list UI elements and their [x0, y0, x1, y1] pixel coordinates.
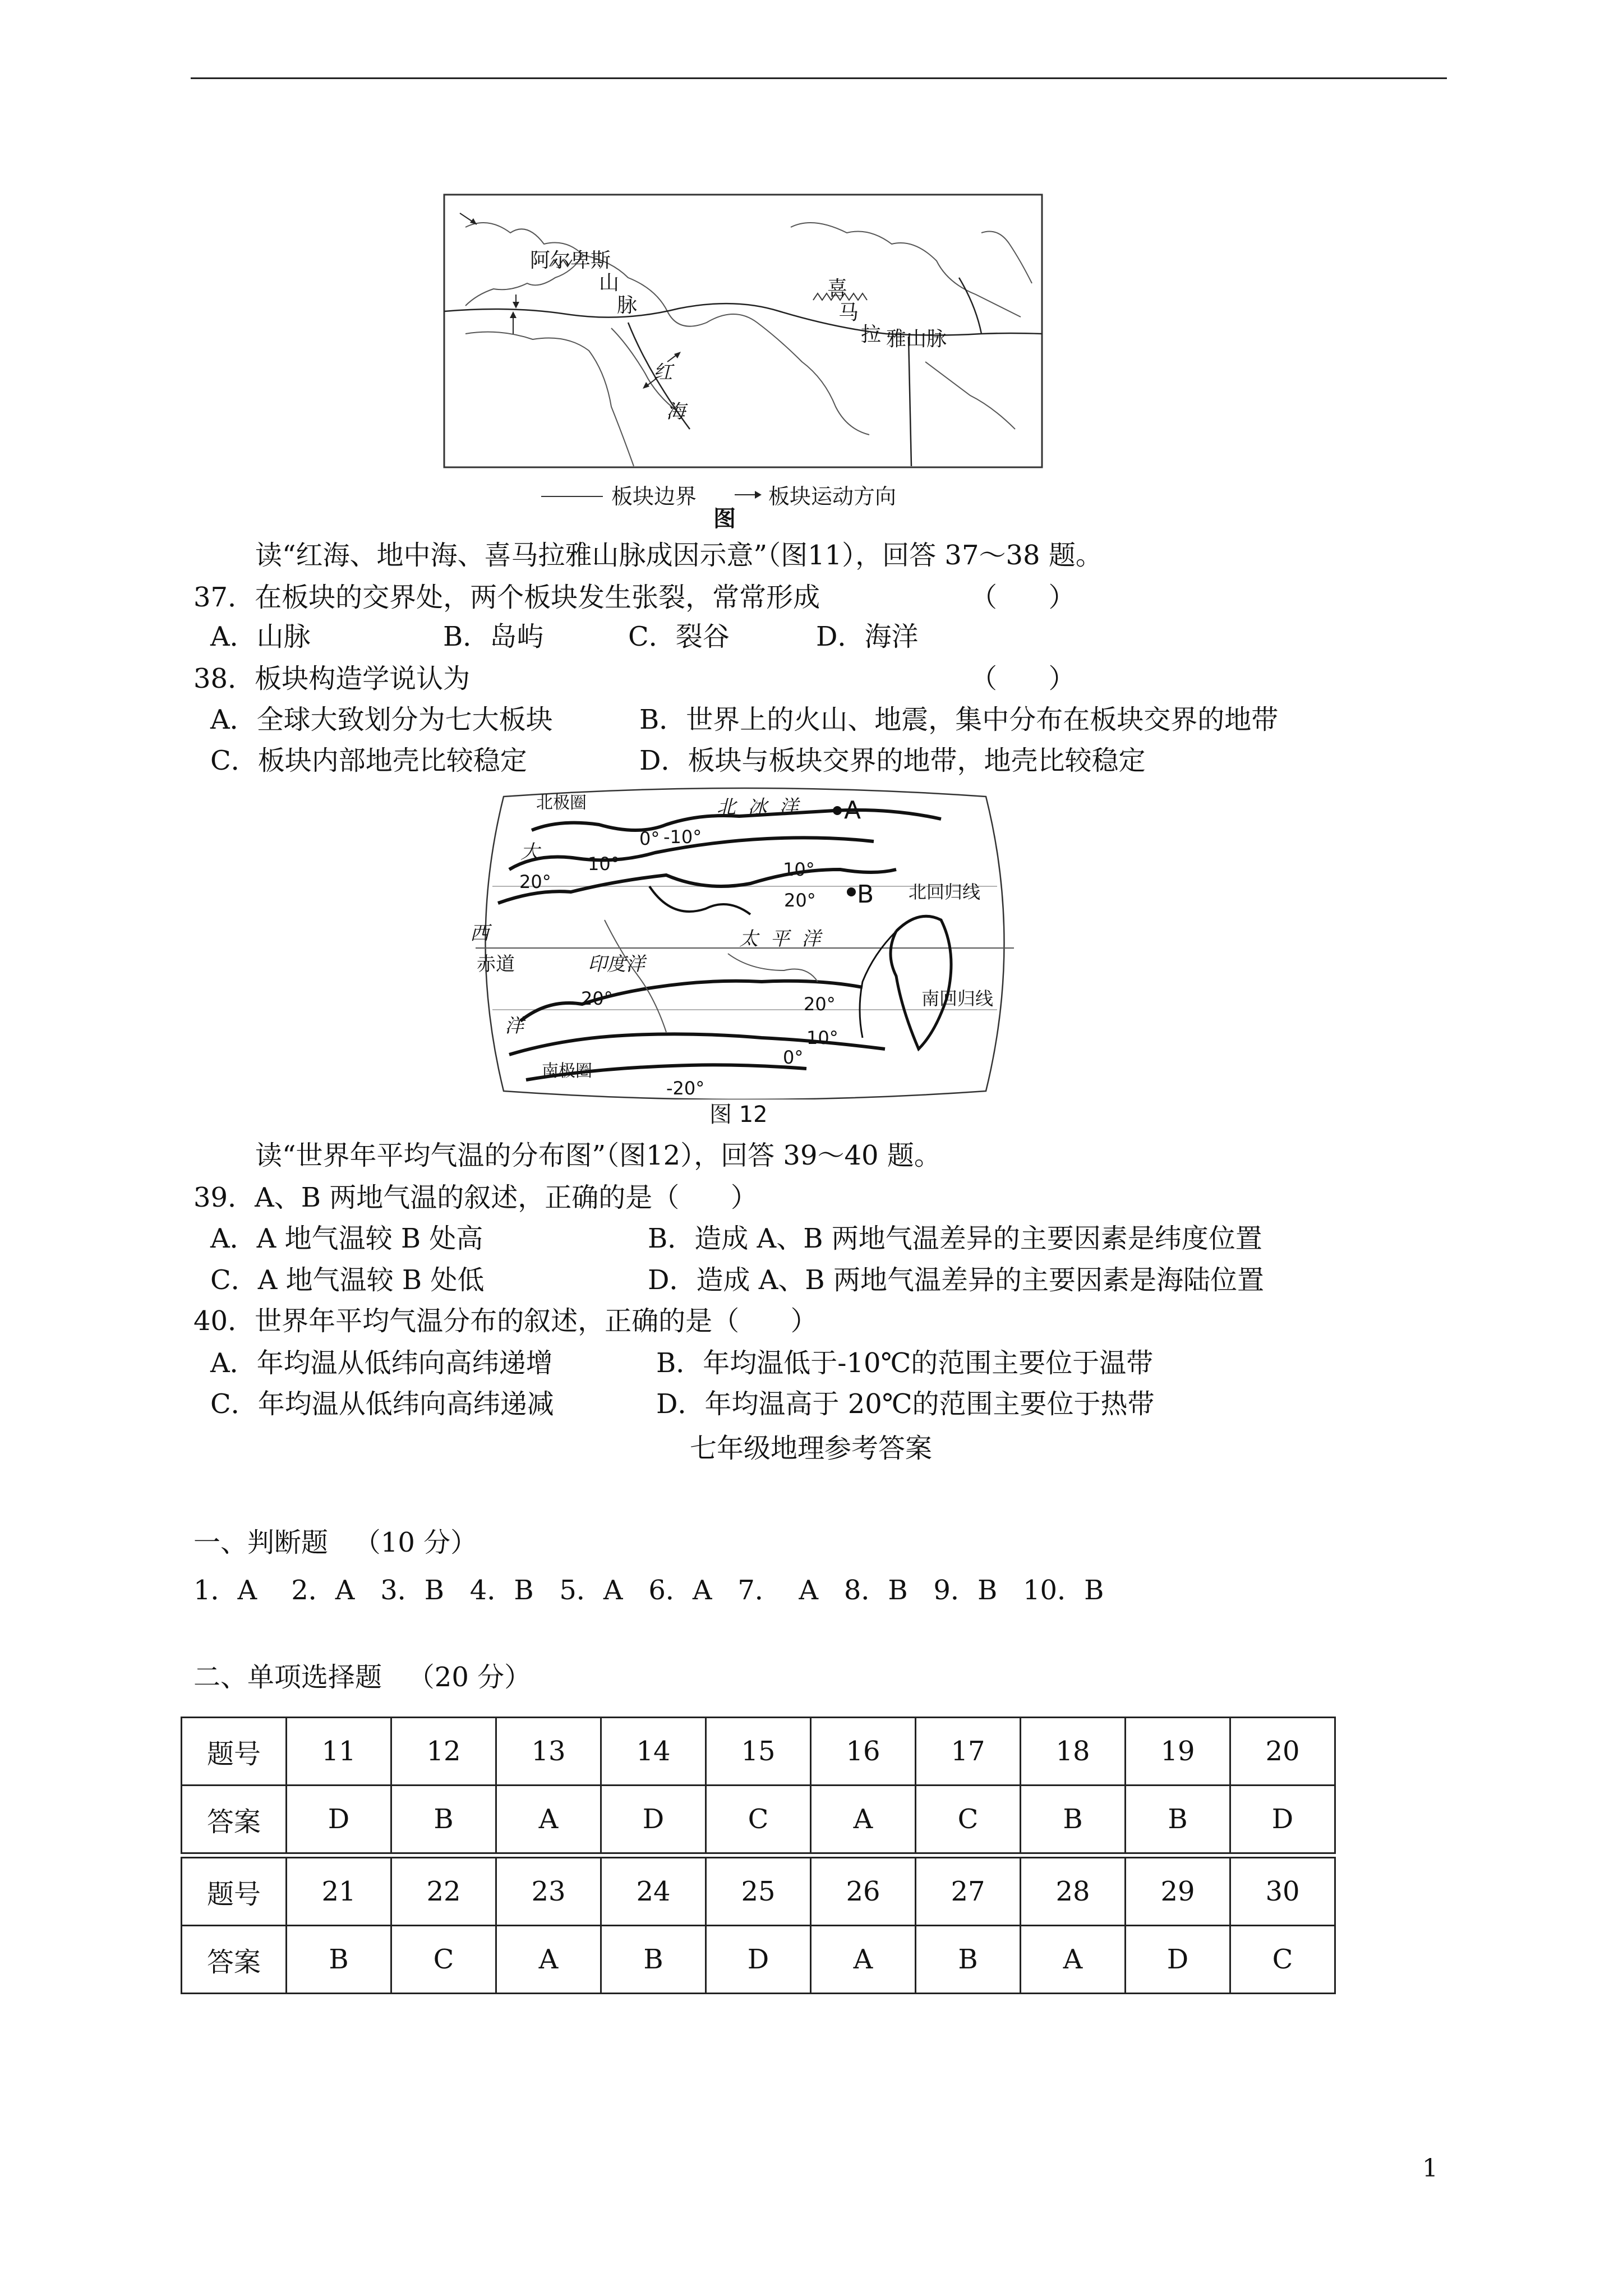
- label-temp-0-south: 0°: [783, 1047, 804, 1068]
- answer-cell: C: [391, 1926, 496, 1994]
- question-number: 14: [601, 1718, 706, 1786]
- q38-option-d: D．板块与板块交界的地带，地壳比较稳定: [639, 745, 1146, 776]
- answer-cell: A: [811, 1786, 916, 1853]
- row-label-number: 题号: [182, 1718, 287, 1786]
- answer-cell: A: [1021, 1926, 1126, 1994]
- question-number: 22: [391, 1858, 496, 1926]
- label-temp-20-south-b: 20°: [804, 993, 836, 1015]
- question-number: 27: [916, 1858, 1021, 1926]
- q37-option-b: B．岛屿: [443, 621, 544, 652]
- question-number: 24: [601, 1858, 706, 1926]
- answer-table-1: [181, 1717, 1336, 1854]
- row-label-number: 题号: [182, 1858, 287, 1926]
- legend-arrow-icon: [735, 488, 763, 501]
- label-alps-mai: 脉: [617, 294, 638, 317]
- answer-cell: A: [811, 1926, 916, 1994]
- page-number: 1: [1422, 2154, 1438, 2183]
- answer-key-title: 七年级地理参考答案: [690, 1433, 933, 1464]
- legend-boundary-label: 板块边界: [611, 484, 697, 509]
- q38-option-c: C．板块内部地壳比较稳定: [210, 745, 527, 776]
- q39-option-c: C．A 地气温较 B 处低: [210, 1264, 485, 1296]
- answer-table-2: [181, 1857, 1336, 1994]
- answer-cell: C: [706, 1786, 811, 1853]
- label-antarctic-circle: 南极圈: [542, 1061, 592, 1081]
- label-temp-20-south-a: 20°: [581, 988, 613, 1009]
- answer-cell: D: [706, 1926, 811, 1994]
- section-1-title: 一、判断题 （10 分）: [193, 1527, 478, 1558]
- q37-paren: （ ）: [970, 582, 1076, 613]
- label-tropic-cancer: 北回归线: [909, 881, 981, 903]
- label-himalaya-rest: 雅山脉: [886, 328, 947, 351]
- q37-stem: 37．在板块的交界处，两个板块发生张裂，常常形成: [193, 582, 820, 613]
- answer-cell: D: [1230, 1786, 1335, 1853]
- label-arctic-circle: 北极圈: [536, 793, 587, 813]
- question-number: 17: [916, 1718, 1021, 1786]
- legend-boundary-line: [541, 496, 603, 497]
- section-2-title: 二、单项选择题 （20 分）: [193, 1662, 532, 1693]
- answer-cell: B: [287, 1926, 391, 1994]
- question-number: 11: [287, 1718, 391, 1786]
- plate-map-svg: [443, 194, 1043, 468]
- label-himalaya-xi: 喜: [827, 277, 848, 300]
- figure-12-caption: 图 12: [709, 1102, 768, 1128]
- label-temp-20-east: 20°: [784, 890, 816, 911]
- label-equator: 赤道: [477, 953, 515, 976]
- question-number: 18: [1021, 1718, 1126, 1786]
- label-temp-10-east: 10°: [783, 859, 815, 880]
- table-row: [182, 1786, 1335, 1853]
- figure-12-map: [470, 785, 1020, 1099]
- question-number: 26: [811, 1858, 916, 1926]
- answer-cell: D: [287, 1786, 391, 1853]
- label-temp-0: 0°: [639, 828, 660, 849]
- question-number: 25: [706, 1858, 811, 1926]
- question-number: 23: [496, 1858, 601, 1926]
- q39-option-d: D．造成 A、B 两地气温差异的主要因素是海陆位置: [648, 1264, 1264, 1296]
- q38-stem: 38．板块构造学说认为: [193, 663, 471, 694]
- section-1-answers: 1．A 2．A 3．B 4．B 5．A 6．A 7． A 8．B 9．B 10．B: [193, 1575, 1104, 1606]
- header-rule: [191, 77, 1447, 79]
- question-number: 16: [811, 1718, 916, 1786]
- q40-option-a: A．年均温从低纬向高纬递增: [210, 1347, 553, 1379]
- figure-11-map: [443, 194, 1043, 468]
- question-number: 20: [1230, 1718, 1335, 1786]
- question-number: 29: [1126, 1858, 1230, 1926]
- q37-option-a: A．山脉: [210, 621, 311, 652]
- q40-option-d: D．年均温高于 20℃的范围主要位于热带: [656, 1388, 1155, 1420]
- legend-direction-label: 板块运动方向: [768, 484, 897, 509]
- label-red-sea-hong: 红: [653, 361, 672, 384]
- label-red-sea-hai: 海: [666, 401, 685, 423]
- question-number: 21: [287, 1858, 391, 1926]
- figure-11-legend: [541, 482, 990, 510]
- question-number: 15: [706, 1718, 811, 1786]
- q37-option-c: C．裂谷: [628, 621, 730, 652]
- intro-q37-38: 读“红海、地中海、喜马拉雅山脉成因示意”（图11），回答 37～38 题。: [255, 540, 1103, 571]
- row-label-answer: 答案: [182, 1926, 287, 1994]
- label-atlantic-yang: 洋: [505, 1015, 524, 1037]
- label-tropic-capricorn: 南回归线: [921, 988, 994, 1009]
- q40-option-c: C．年均温从低纬向高纬递减: [210, 1388, 554, 1420]
- q37-option-d: D．海洋: [816, 621, 919, 652]
- answer-cell: B: [601, 1926, 706, 1994]
- q40-stem: 40．世界年平均气温分布的叙述，正确的是（ ）: [193, 1305, 818, 1337]
- label-alps: 阿尔卑斯: [530, 249, 611, 272]
- label-indian-ocean: 印度洋: [588, 953, 645, 976]
- label-point-a: A: [844, 796, 861, 825]
- question-number: 28: [1021, 1858, 1126, 1926]
- answer-cell: B: [1126, 1786, 1230, 1853]
- answer-cell: C: [1230, 1926, 1335, 1994]
- label-temp-minus20: -20°: [666, 1078, 705, 1099]
- row-label-answer: 答案: [182, 1786, 287, 1853]
- answer-cell: D: [601, 1786, 706, 1853]
- q39-option-b: B．造成 A、B 两地气温差异的主要因素是纬度位置: [648, 1223, 1262, 1254]
- figure-11-caption: 图: [713, 506, 736, 532]
- question-number: 19: [1126, 1718, 1230, 1786]
- q40-option-b: B．年均温低于-10℃的范围主要位于温带: [656, 1347, 1154, 1379]
- label-temp-10-west: 10°: [588, 853, 620, 875]
- label-alps-shan: 山: [599, 272, 620, 295]
- question-number: 13: [496, 1718, 601, 1786]
- answer-cell: A: [496, 1786, 601, 1853]
- answer-cell: D: [1126, 1926, 1230, 1994]
- table-row: [182, 1718, 1335, 1786]
- question-number: 30: [1230, 1858, 1335, 1926]
- label-temp-20-west: 20°: [519, 871, 551, 892]
- label-temp-minus10: -10°: [663, 826, 702, 848]
- q38-paren: （ ）: [970, 663, 1076, 694]
- label-point-b: B: [857, 880, 874, 909]
- answer-cell: B: [391, 1786, 496, 1853]
- table-row: [182, 1926, 1335, 1994]
- question-number: 12: [391, 1718, 496, 1786]
- label-arctic-ocean: 北 冰 洋: [717, 796, 799, 818]
- q39-stem: 39．A、B 两地气温的叙述，正确的是（ ）: [193, 1182, 758, 1213]
- label-atlantic-xi: 西: [470, 922, 489, 945]
- q39-option-a: A．A 地气温较 B 处高: [210, 1223, 483, 1254]
- intro-q39-40: 读“世界年平均气温的分布图”（图12），回答 39～40 题。: [255, 1140, 941, 1171]
- q38-option-a: A．全球大致划分为七大板块: [210, 704, 553, 735]
- answer-cell: A: [496, 1926, 601, 1994]
- answer-cell: C: [916, 1786, 1021, 1853]
- label-himalaya-ma: 马: [838, 301, 859, 324]
- answer-cell: B: [1021, 1786, 1126, 1853]
- answer-cell: B: [916, 1926, 1021, 1994]
- label-himalaya-la: 拉: [861, 323, 882, 346]
- q38-option-b: B．世界上的火山、地震，集中分布在板块交界的地带: [639, 704, 1279, 735]
- label-atlantic-da: 大: [520, 841, 540, 863]
- label-temp-10-south: 10°: [806, 1027, 838, 1048]
- table-row: [182, 1858, 1335, 1926]
- label-pacific: 太 平 洋: [739, 928, 821, 950]
